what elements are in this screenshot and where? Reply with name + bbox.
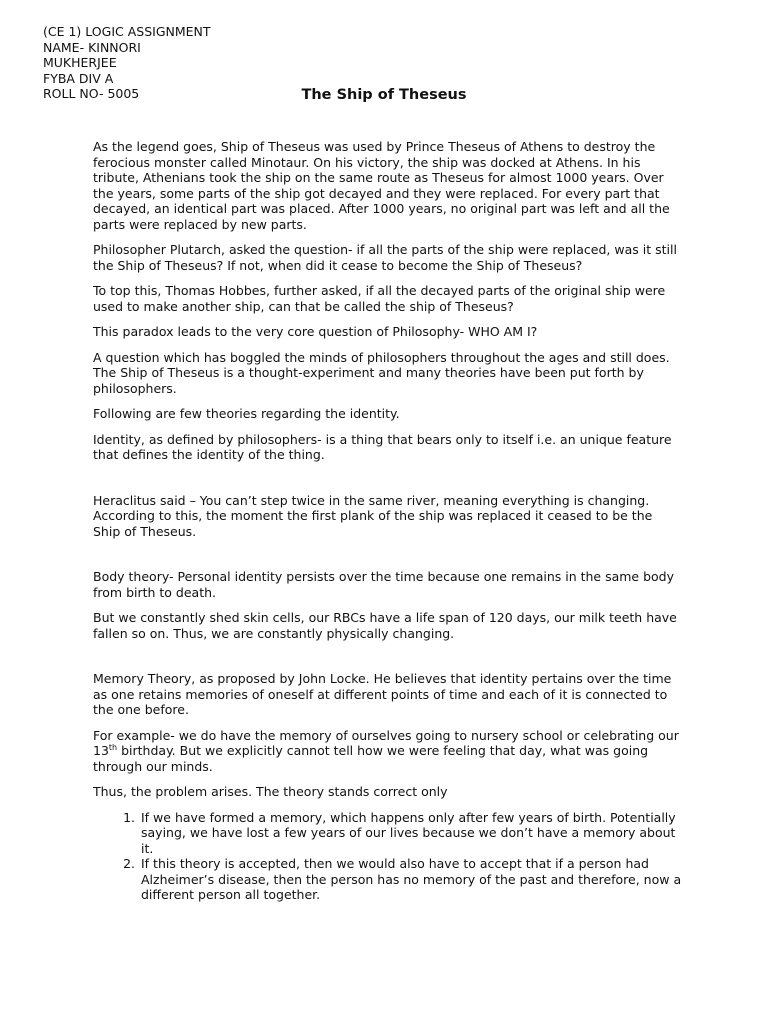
paragraph: Following are few theories regarding the identity. bbox=[93, 406, 400, 421]
student-header bbox=[43, 24, 233, 101]
paragraph: Heraclitus said – You can’t step twice in the same river, meaning everything is changing. According to this, the moment the first plank of the ship was replaced it ceased to be the Ship of Theseus. bbox=[93, 492, 653, 539]
paragraph: Philosopher Plutarch, asked the question- if all the parts of the ship were replaced, was it still the Ship of Theseus? If not, when did it cease to become the Ship of Theseus? bbox=[93, 242, 677, 273]
paragraph: This paradox leads to the very core question of Philosophy- WHO AM I? bbox=[93, 324, 538, 339]
paragraph: Memory Theory, as proposed by John Locke. He believes that identity pertains over the time as one retains memories of oneself at different points of time and each of it is connected to the one before. bbox=[93, 671, 672, 717]
paragraph: A question which has boggled the minds of philosophers throughout the ages and still does. The Ship of Theseus is a thought-experiment and many theories have been put forth by philosophers. bbox=[93, 349, 670, 396]
document-title: The Ship of Theseus bbox=[301, 87, 467, 103]
header-line: ROLL NO- 5005 bbox=[43, 86, 140, 101]
paragraph: To top this, Thomas Hobbes, further asked, if all the decayed parts of the original ship were used to make another ship, can that be called the ship of Theseus? bbox=[93, 283, 666, 314]
paragraph: Body theory- Personal identity persists over the time because one remains in the same body from birth to death. bbox=[93, 569, 675, 600]
header-line: FYBA DIV A bbox=[43, 70, 114, 86]
paragraph: As the legend goes, Ship of Theseus was used by Prince Theseus of Athens to destroy the ferocious monster called Minotaur. On his victory, the ship was docked at Athens. In his tribute, Athenians took the ship on the same route as Theseus for almost 1000 years. Over the years, some parts of the ship got decayed and they were replaced. For every part that decayed, an identical part was placed. After 1000 years, no original part was left and all the parts were replaced by new parts. bbox=[93, 139, 670, 232]
problem-list bbox=[93, 810, 683, 903]
list-item: 1. If we have formed a memory, which happens only after few years of birth. Potentially saying, we have lost a few years of our lives because we don’t have a memory about it. bbox=[139, 810, 683, 857]
paragraph: Identity, as defined by philosophers- is a thing that bears only to itself i.e. an unique feature that defines the identity of the thing. bbox=[93, 431, 672, 462]
ordinal-suffix: th bbox=[108, 743, 118, 752]
example-text: birthday. But we explicitly cannot tell how we were feeling that day, what was going through our minds. bbox=[93, 743, 649, 774]
document-body bbox=[93, 139, 683, 903]
header-line: NAME- KINNORI bbox=[43, 39, 141, 55]
list-item: 2. If this theory is accepted, then we would also have to accept that if a person had Alzheimer’s disease, then the person has no memory of the past and therefore, now a different person all together. bbox=[139, 856, 683, 903]
paragraph: Thus, the problem arises. The theory stands correct only bbox=[93, 784, 448, 799]
header-line: (CE 1) LOGIC ASSIGNMENT bbox=[43, 24, 211, 39]
example-text: For example- we do have the memory of ourselves going to nursery school or celebrating our 13 bbox=[93, 727, 679, 758]
paragraph: But we constantly shed skin cells, our RBCs have a life span of 120 days, our milk teeth have fallen so on. Thus, we are constantly physically changing. bbox=[93, 610, 677, 641]
example-paragraph bbox=[93, 728, 683, 775]
header-line: MUKHERJEE bbox=[43, 55, 117, 70]
